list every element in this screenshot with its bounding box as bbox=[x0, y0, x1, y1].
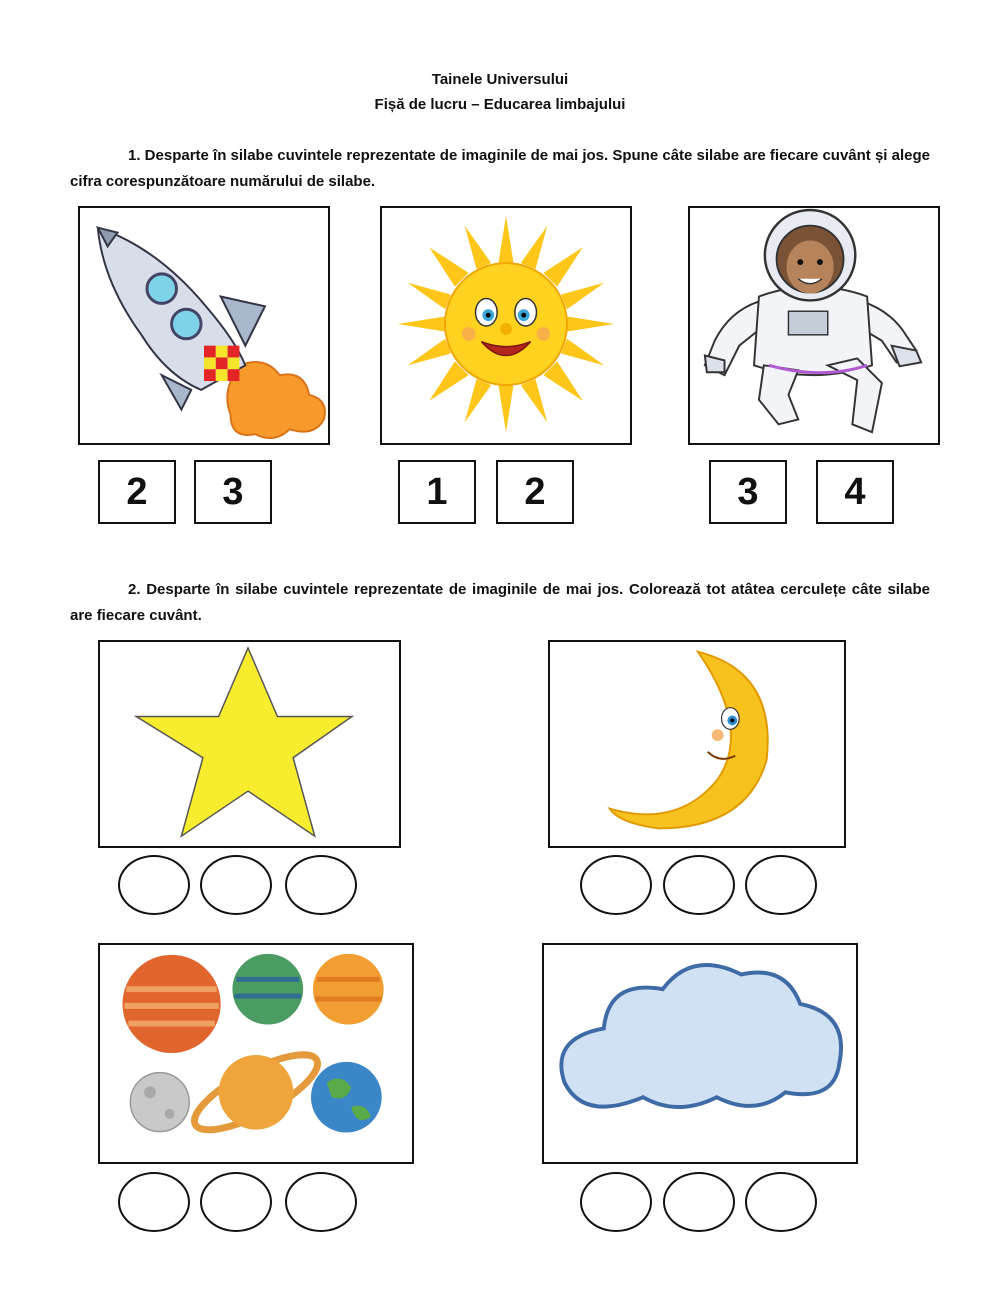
planets-circle-1[interactable] bbox=[118, 1172, 190, 1232]
astronaut-option-1[interactable]: 3 bbox=[709, 460, 787, 524]
sun-option-2[interactable]: 2 bbox=[496, 460, 574, 524]
star-circle-1[interactable] bbox=[118, 855, 190, 915]
page-subtitle: Fișă de lucru – Educarea limbajului bbox=[374, 96, 626, 113]
star-circle-2[interactable] bbox=[200, 855, 272, 915]
astronaut-option-2[interactable]: 4 bbox=[816, 460, 894, 524]
moon-circle-3[interactable] bbox=[745, 855, 817, 915]
page-title: Tainele Universului bbox=[431, 71, 569, 88]
cloud-circle-2[interactable] bbox=[663, 1172, 735, 1232]
moon-icon bbox=[550, 642, 844, 846]
rocket-image bbox=[78, 206, 330, 445]
sun-icon bbox=[382, 208, 630, 443]
star-image bbox=[98, 640, 401, 848]
planets-icon bbox=[100, 945, 412, 1162]
planets-circle-3[interactable] bbox=[285, 1172, 357, 1232]
exercise1-instruction: 1. Desparte în silabe cuvintele reprezentate de imaginile de mai jos. Spune câte silabe are fiecare cuvânt și alege cifra corespunzătoare numărului de silabe. bbox=[70, 147, 931, 190]
cloud-circle-1[interactable] bbox=[580, 1172, 652, 1232]
exercise2-instruction: 2. Desparte în silabe cuvintele reprezentate de imaginile de mai jos. Colorează tot atâtea cerculețe câte silabe are fiecare cuvânt. bbox=[70, 581, 930, 624]
planets-circle-2[interactable] bbox=[200, 1172, 272, 1232]
cloud-circle-3[interactable] bbox=[745, 1172, 817, 1232]
astronaut-image bbox=[688, 206, 940, 445]
moon-circle-2[interactable] bbox=[663, 855, 735, 915]
star-icon bbox=[100, 642, 399, 846]
moon-image bbox=[548, 640, 846, 848]
rocket-option-2[interactable]: 3 bbox=[194, 460, 272, 524]
sun-image bbox=[380, 206, 632, 445]
rocket-option-1[interactable]: 2 bbox=[98, 460, 176, 524]
cloud-icon bbox=[544, 945, 856, 1162]
planets-image bbox=[98, 943, 414, 1164]
astronaut-icon bbox=[690, 208, 938, 443]
rocket-icon bbox=[80, 208, 328, 443]
moon-circle-1[interactable] bbox=[580, 855, 652, 915]
star-circle-3[interactable] bbox=[285, 855, 357, 915]
cloud-image bbox=[542, 943, 858, 1164]
sun-option-1[interactable]: 1 bbox=[398, 460, 476, 524]
